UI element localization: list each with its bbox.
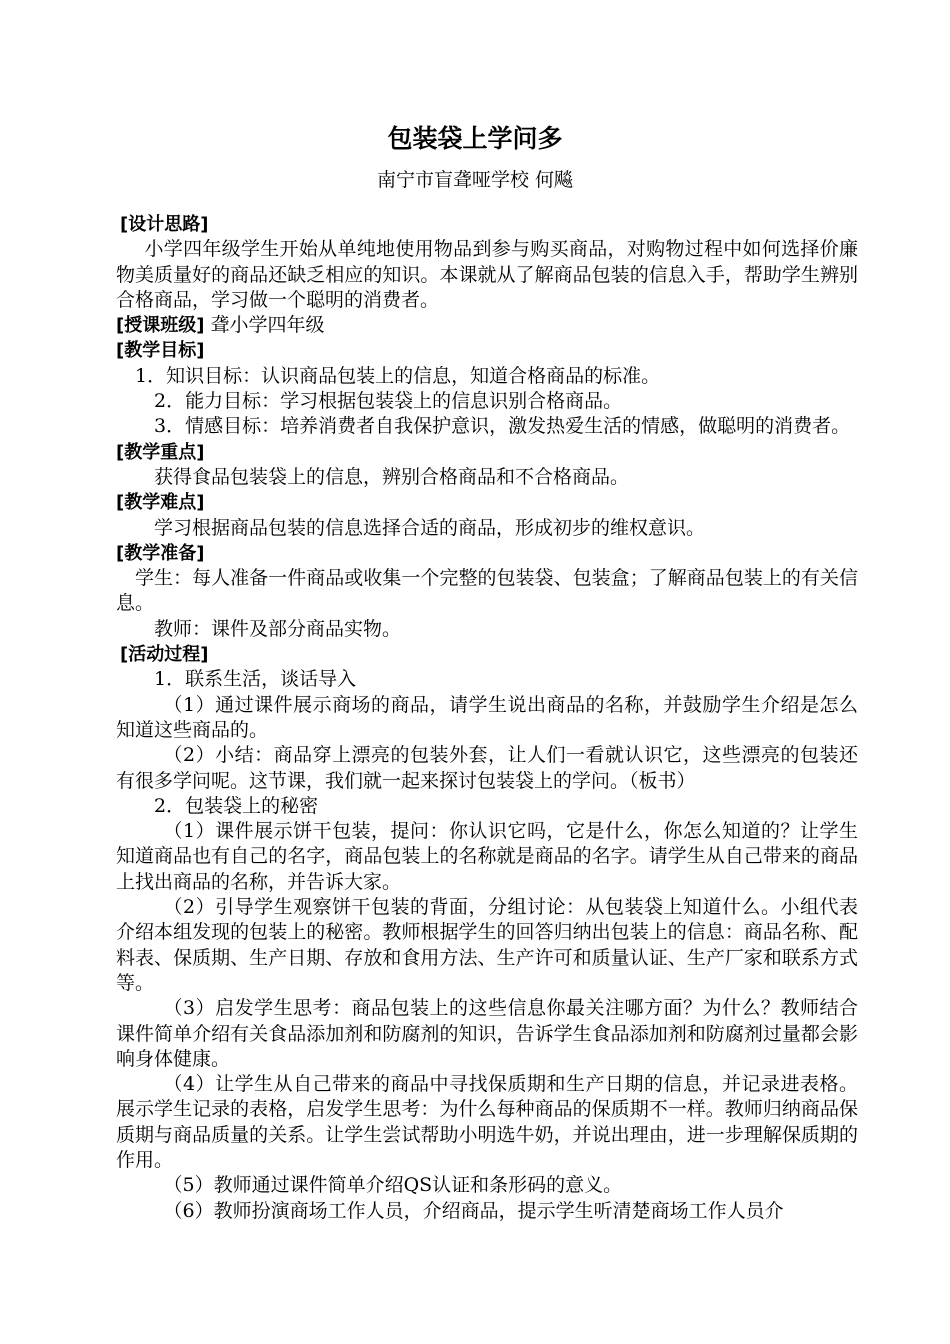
paragraph-prep-student: 学生：每人准备一件商品或收集一个完整的包装袋、包装盒；了解商品包装上的有关信息。	[116, 567, 858, 615]
step-2-item-e: （5）教师通过课件简单介绍QS认证和条形码的意义。	[163, 1174, 623, 1197]
paragraph-prep-teacher: 教师：课件及部分商品实物。	[154, 617, 402, 640]
section-heading-process: [活动过程]	[120, 644, 209, 666]
paragraph-design: 小学四年级学生开始从单纯地使用物品到参与购买商品，对购物过程中如何选择价廉物美质量好的商品还缺乏相应的知识。本课就从了解商品包装的信息入手，帮助学生辨别合格商品，学习做一个聪明的消费者。	[116, 238, 858, 311]
section-heading-difficult: [教学难点]	[116, 492, 205, 514]
paragraph-key: 获得食品包装袋上的信息，辨别合格商品和不合格商品。	[154, 465, 630, 488]
section-heading-goals: [教学目标]	[116, 340, 205, 362]
section-heading-key: [教学重点]	[116, 441, 205, 463]
step-2-item-a: （1）课件展示饼干包装，提问：你认识它吗，它是什么，你怎么知道的？让学生知道商品也有自己的名字，商品包装上的名称就是商品的名字。请学生从自己带来的商品上找出商品的名称，并告诉大家。	[116, 820, 858, 893]
step-2-item-b: （2）引导学生观察饼干包装的背面，分组讨论：从包装袋上知道什么。小组代表介绍本组发现的包装上的秘密。教师根据学生的回答归纳出包装上的信息：商品名称、配料表、保质期、生产日期、存放和食用方法、生产许可和质量认证、生产厂家和联系方式等。	[116, 896, 858, 994]
paragraph-difficult: 学习根据商品包装的信息选择合适的商品，形成初步的维权意识。	[154, 516, 706, 539]
step-2-heading: 2．包装袋上的秘密	[154, 794, 319, 817]
step-1-item-a: （1）通过课件展示商场的商品，请学生说出商品的名称，并鼓励学生介绍是怎么知道这些商品的。	[116, 693, 858, 741]
step-2-item-d: （4）让学生从自己带来的商品中寻找保质期和生产日期的信息，并记录进表格。展示学生记录的表格，启发学生思考：为什么每种商品的保质期不一样。教师归纳商品保质期与商品质量的关系。让学生尝试帮助小明选牛奶，并说出理由，进一步理解保质期的作用。	[116, 1073, 858, 1171]
class-text: 聋小学四年级	[204, 314, 325, 337]
document-author: 南宁市盲聋哑学校 何飚	[376, 169, 574, 191]
section-heading-prep: [教学准备]	[116, 542, 205, 564]
document-body	[116, 212, 858, 1224]
goal-3: 3．情感目标：培养消费者自我保护意识，激发热爱生活的情感，做聪明的消费者。	[154, 415, 851, 438]
step-2-item-c: （3）启发学生思考：商品包装上的这些信息你最关注哪方面？为什么？教师结合课件简单介绍有关食品添加剂和防腐剂的知识，告诉学生食品添加剂和防腐剂过量都会影响身体健康。	[116, 997, 858, 1070]
step-1-item-b: （2）小结：商品穿上漂亮的包装外套，让人们一看就认识它，这些漂亮的包装还有很多学问呢。这节课，我们就一起来探讨包装袋上的学问。（板书）	[116, 744, 858, 792]
document-title: 包装袋上学问多	[387, 124, 563, 153]
step-2-item-f: （6）教师扮演商场工作人员，介绍商品，提示学生听清楚商场工作人员介	[163, 1199, 784, 1222]
step-1-heading: 1．联系生活，谈话导入	[154, 668, 357, 691]
goal-1: 1．知识目标：认识商品包装上的信息，知道合格商品的标准。	[135, 364, 661, 387]
class-line	[116, 313, 858, 338]
section-heading-design: [设计思路]	[120, 214, 209, 235]
section-heading-class: [授课班级]	[116, 315, 205, 337]
goal-2: 2．能力目标：学习根据包装袋上的信息识别合格商品。	[154, 390, 623, 413]
